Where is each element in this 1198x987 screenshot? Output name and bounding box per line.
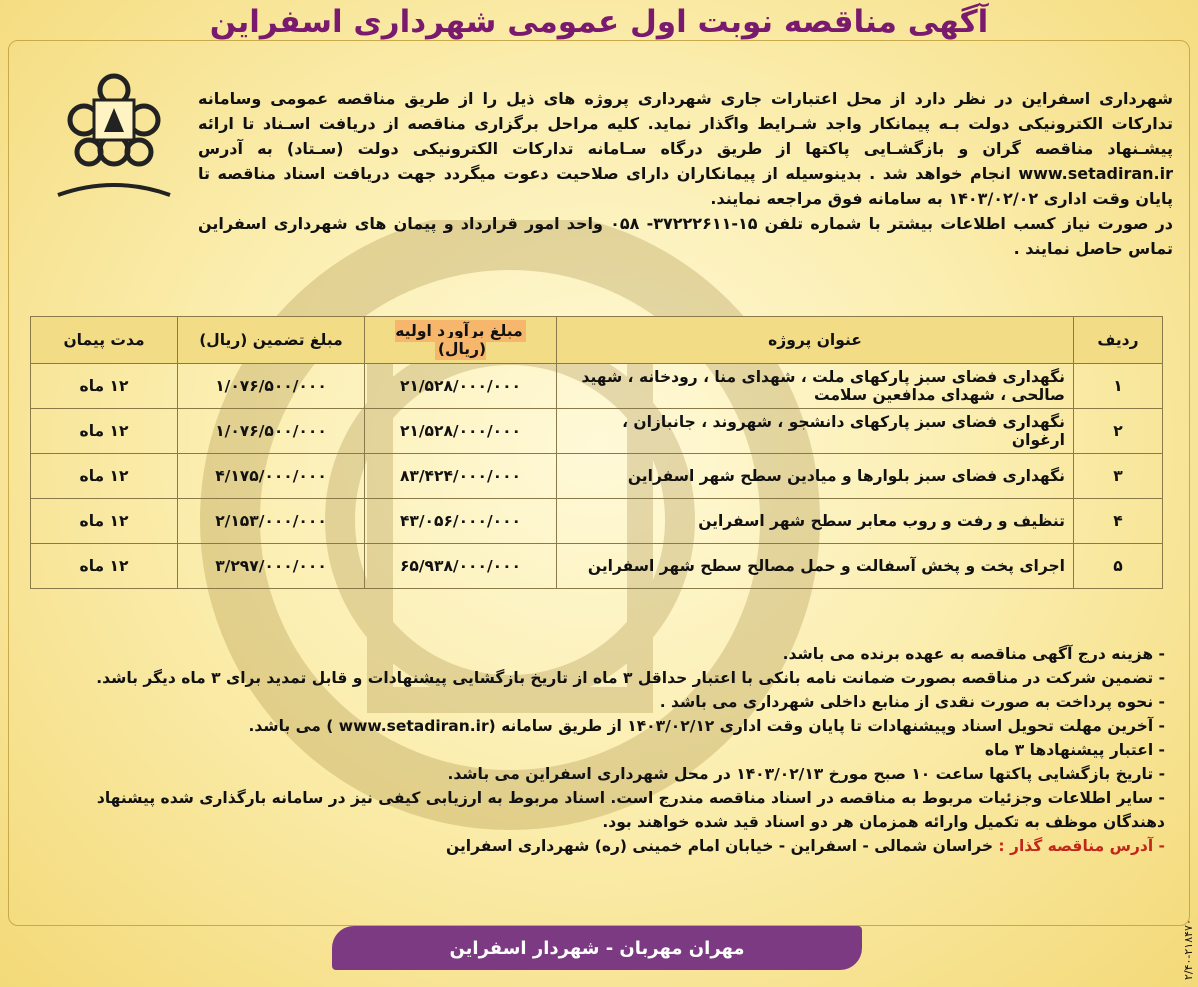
estimate-amount: ۲۱/۵۲۸/۰۰۰/۰۰۰ — [365, 364, 557, 409]
header-guarantee: مبلغ تضمین (ریال) — [178, 317, 365, 364]
table-row — [31, 454, 1163, 499]
table-row — [31, 499, 1163, 544]
row-number: ۵ — [1074, 544, 1163, 589]
notes-list — [40, 642, 1165, 858]
estimate-amount: ۴۳/۰۵۶/۰۰۰/۰۰۰ — [365, 499, 557, 544]
header-duration: مدت پیمان — [31, 317, 178, 364]
note-item: - سایر اطلاعات وجزئیات مربوط به مناقصه در اسناد مناقصه مندرج است. اسناد مربوط به ارزیابی کیفی نیز در سامانه بارگذاری شده پیشنهاد دهندگان موظف به تکمیل وارائه همزمان هر دو اسناد قید شده خواهند بود. — [96, 789, 1165, 831]
project-title: تنظیف و رفت و روب معابر سطح شهر اسفراین — [557, 499, 1074, 544]
page-title: آگهی مناقصه نوبت اول عمومی شهرداری اسفراین — [209, 4, 989, 40]
guarantee-amount: ۲/۱۵۳/۰۰۰/۰۰۰ — [178, 499, 365, 544]
estimate-amount: ۲۱/۵۲۸/۰۰۰/۰۰۰ — [365, 409, 557, 454]
note-item: - تضمین شرکت در مناقصه بصورت ضمانت نامه بانکی با اعتبار حداقل ۳ ماه از تاریخ بازگشایی پیشنهادات و قابل تمدید برای ۳ ماه دیگر باشد. — [96, 669, 1165, 687]
footer-signature: مهران مهربان - شهردار اسفراین — [332, 926, 862, 970]
municipality-logo — [44, 70, 184, 210]
contract-duration: ۱۲ ماه — [31, 409, 178, 454]
note-item: - نحوه پرداخت به صورت نقدی از منابع داخلی شهرداری می باشد . — [659, 693, 1165, 711]
address-label: - آدرس مناقصه گذار : — [998, 837, 1165, 855]
intro-contact: در صورت نیاز کسب اطلاعات بیشتر با شماره تلفن ۱۵-۳۷۲۲۲۶۱۱- ۰۵۸ واحد امور قرارداد و پیمان های شهرداری اسفراین تماس حاصل نمایند . — [198, 214, 1174, 258]
project-title: نگهداری فضای سبز پارکهای ملت ، شهدای منا ، رودخانه ، شهید صالحی ، شهدای مدافعین سلامت — [557, 364, 1074, 409]
guarantee-amount: ۱/۰۷۶/۵۰۰/۰۰۰ — [178, 364, 365, 409]
intro-lead: شهرداری اسفراین در نظر دارد — [914, 89, 1174, 108]
guarantee-amount: ۴/۱۷۵/۰۰۰/۰۰۰ — [178, 454, 365, 499]
contract-duration: ۱۲ ماه — [31, 499, 178, 544]
guarantee-amount: ۳/۲۹۷/۰۰۰/۰۰۰ — [178, 544, 365, 589]
table-row — [31, 409, 1163, 454]
note-item: - تاریخ بازگشایی پاکتها ساعت ۱۰ صبح مورخ ۱۴۰۳/۰۲/۱۳ در محل شهرداری اسفراین می باشد. — [447, 765, 1165, 783]
table-row — [31, 544, 1163, 589]
intro-body: از محل اعتبارات جاری شهرداری پروژه های ذیل را از طریق مناقصه عمومی وسامانه تدارکات الکترونیکی دولت بـه پیمانکار واجد شـرایط واگذار نماید. کلیه مراحل برگزاری مناقصه از دریافت اسـناد تا ارائه پیشـنهاد مناقصه گران و بازگشـایی پاکتها از طریق درگاه سـامانه تدارکات الکترونیکی دولت (سـتاد) به آدرس www.setadiran.ir انجام خواهد شد . بدینوسیله از پیمانکاران دارای صلاحیت دعوت میگردد جهت دریافت اسناد مناقصه تا پایان وقت اداری ۱۴۰۳/۰۲/۰۲ به سامانه فوق مراجعه نمایند. — [198, 89, 1173, 208]
side-code: ۲/۴۰-۲۱۸۴۷۰ — [1182, 919, 1195, 980]
header-row-number: ردیف — [1074, 317, 1163, 364]
project-title: نگهداری فضای سبز بلوارها و میادین سطح شهر اسفراین — [557, 454, 1074, 499]
contract-duration: ۱۲ ماه — [31, 544, 178, 589]
row-number: ۴ — [1074, 499, 1163, 544]
header-estimate-label: مبلغ برآورد اولیه (ریال) — [395, 320, 525, 360]
projects-table — [30, 316, 1163, 589]
note-item: - هزینه درج آگهی مناقصه به عهده برنده می باشد. — [782, 645, 1165, 663]
project-title: اجرای پخت و پخش آسفالت و حمل مصالح سطح شهر اسفراین — [557, 544, 1074, 589]
contract-duration: ۱۲ ماه — [31, 454, 178, 499]
contract-duration: ۱۲ ماه — [31, 364, 178, 409]
row-number: ۲ — [1074, 409, 1163, 454]
intro-text — [198, 86, 1173, 261]
address-value: خراسان شمالی - اسفراین - خیابان امام خمینی (ره) شهرداری اسفراین — [446, 837, 999, 855]
header-project-title: عنوان پروژه — [557, 317, 1074, 364]
table-row — [31, 364, 1163, 409]
header-estimate — [365, 317, 557, 364]
address-line — [40, 834, 1165, 858]
project-title: نگهداری فضای سبز پارکهای دانشجو ، شهروند ، جانبازان ، ارغوان — [557, 409, 1074, 454]
guarantee-amount: ۱/۰۷۶/۵۰۰/۰۰۰ — [178, 409, 365, 454]
row-number: ۳ — [1074, 454, 1163, 499]
estimate-amount: ۶۵/۹۳۸/۰۰۰/۰۰۰ — [365, 544, 557, 589]
note-item: - آخرین مهلت تحویل اسناد وپیشنهادات تا پایان وقت اداری ۱۴۰۳/۰۲/۱۲ از طریق سامانه (www.setadiran.ir ) می باشد. — [248, 717, 1165, 735]
note-item: - اعتبار پیشنهادها ۳ ماه — [984, 741, 1165, 759]
estimate-amount: ۸۳/۴۲۴/۰۰۰/۰۰۰ — [365, 454, 557, 499]
table-header-row — [31, 317, 1163, 364]
row-number: ۱ — [1074, 364, 1163, 409]
